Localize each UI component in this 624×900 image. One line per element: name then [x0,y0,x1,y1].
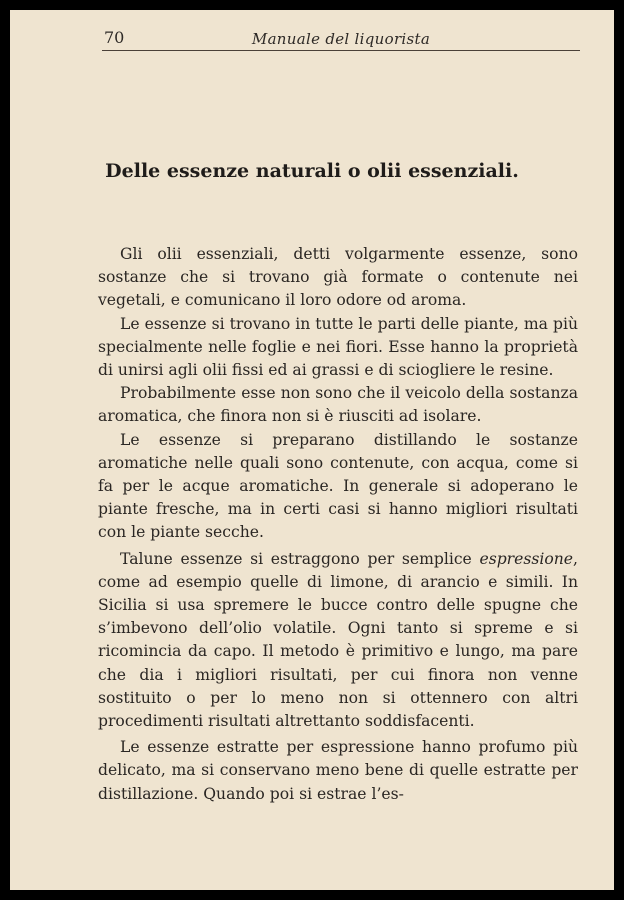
book-page [10,10,614,890]
page-number: 70 [104,28,125,47]
paragraph: Probabilmente esse non sono che il veicolo della sostanza aromatica, che finora non si è riusciti ad isolare. [98,384,578,426]
paragraph-text: , come ad esempio quelle di limone, di arancio e simili. In Sicilia si usa spremere le bucce contro delle spugne che s’imbevono dell’olio volatile. Ogni tanto si spreme e si ricomincia da capo. Il metodo è primitivo e lungo, ma pare che dia i migliori risultati, per cui finora non venne sostituito o per lo meno non si ottennero con altri procedimenti risultati altrettanto soddisfacenti. [98,549,578,731]
body-text [98,243,578,806]
paragraph [98,548,578,734]
paragraph-text: Talune essenze si estraggono per semplice [120,549,480,568]
paragraph: Le essenze si preparano distillando le sostanze aromatiche nelle quali sono contenute, con acqua, come si fa per le acque aromatiche. In generale si adoperano le piante fresche, ma in certi casi si hanno migliori risultati con le piante secche. [98,430,578,542]
running-title: Manuale del liquorista [251,30,431,48]
paragraph: Le essenze estratte per espressione hanno profumo più delicato, ma si conservano meno bene di quelle estratte per distillazione. Quando poi si estrae l’es- [98,738,578,803]
section-title: Delle essenze naturali o olii essenziali. [105,160,519,182]
running-header [102,20,580,51]
paragraph: Gli olii essenziali, detti volgarmente essenze, sono sostanze che si trovano già formate o contenute nei vegetali, e comunicano il loro odore od aroma. [98,245,578,310]
paragraph: Le essenze si trovano in tutte le parti delle piante, ma più specialmente nelle foglie e nei fiori. Esse hanno la proprietà di unirsi agli olii fissi ed ai grassi e di sciogliere le resine. [98,314,578,380]
emphasis-term: espressione [479,549,574,568]
